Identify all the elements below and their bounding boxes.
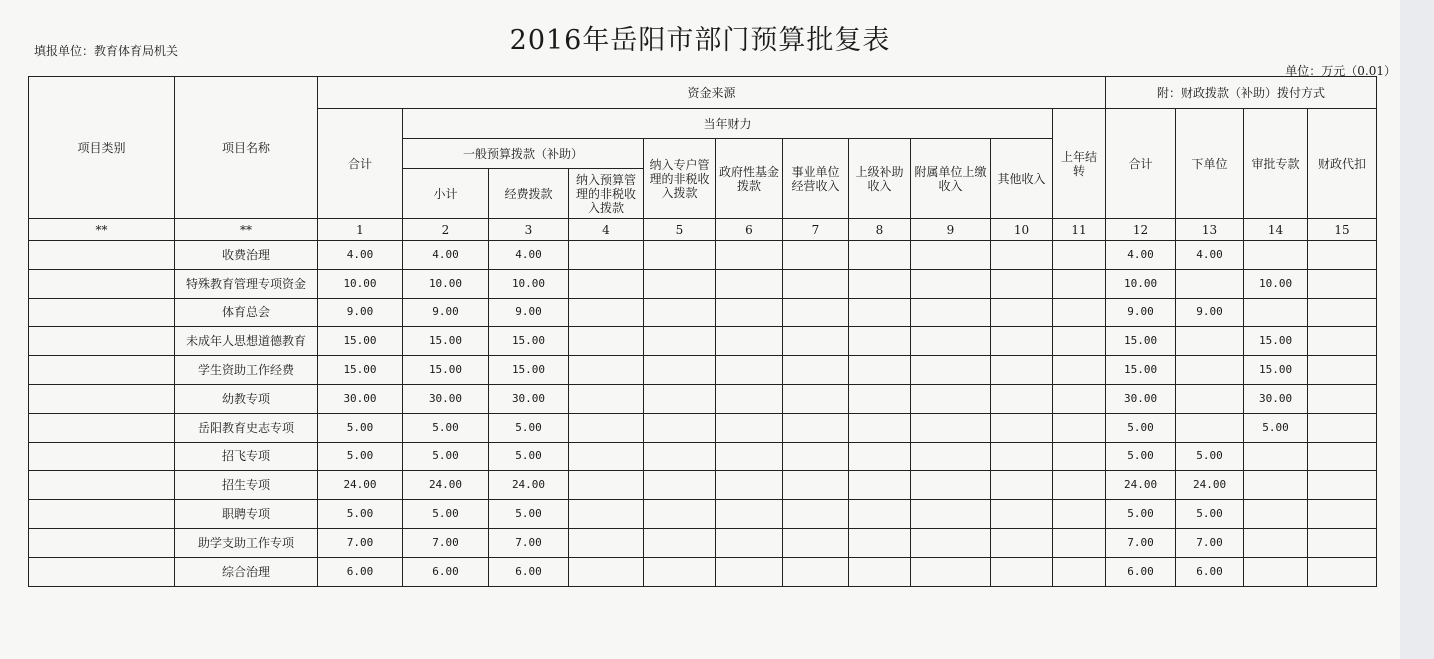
index-cell: **	[175, 219, 318, 241]
empty-cell	[716, 500, 783, 529]
empty-cell	[1053, 500, 1106, 529]
header-total: 合计	[318, 109, 403, 219]
header-subtotal: 小计	[403, 169, 489, 219]
index-cell: 11	[1053, 219, 1106, 241]
appendix-total-cell: 15.00	[1106, 356, 1176, 385]
lower-unit-cell: 6.00	[1176, 557, 1244, 586]
empty-cell	[1053, 471, 1106, 500]
funding-cell: 5.00	[489, 442, 569, 471]
empty-cell	[849, 557, 911, 586]
subtotal-cell: 6.00	[403, 557, 489, 586]
lower-unit-cell: 24.00	[1176, 471, 1244, 500]
total-cell: 15.00	[318, 327, 403, 356]
empty-cell	[644, 241, 716, 270]
total-cell: 5.00	[318, 442, 403, 471]
total-cell: 15.00	[318, 356, 403, 385]
empty-cell	[783, 471, 849, 500]
empty-cell	[783, 327, 849, 356]
appendix-total-cell: 7.00	[1106, 528, 1176, 557]
empty-cell	[991, 471, 1053, 500]
empty-cell	[911, 557, 991, 586]
empty-cell	[569, 471, 644, 500]
deduction-cell	[1308, 557, 1377, 586]
subtotal-cell: 5.00	[403, 413, 489, 442]
appendix-total-cell: 24.00	[1106, 471, 1176, 500]
table-row	[29, 241, 1377, 270]
subtotal-cell: 10.00	[403, 269, 489, 298]
project-name-cell: 特殊教育管理专项资金	[175, 269, 318, 298]
project-name-cell: 招飞专项	[175, 442, 318, 471]
empty-cell	[644, 413, 716, 442]
lower-unit-cell	[1176, 356, 1244, 385]
subtotal-cell: 15.00	[403, 356, 489, 385]
budget-table	[28, 76, 1377, 587]
empty-cell	[783, 356, 849, 385]
lower-unit-cell: 7.00	[1176, 528, 1244, 557]
empty-cell	[991, 528, 1053, 557]
header-name: 项目名称	[175, 77, 318, 219]
funding-cell: 15.00	[489, 327, 569, 356]
index-cell: 10	[991, 219, 1053, 241]
category-cell	[29, 384, 175, 413]
project-name-cell: 招生专项	[175, 471, 318, 500]
lower-unit-cell	[1176, 327, 1244, 356]
header-general-budget: 一般预算拨款（补助）	[403, 139, 644, 169]
index-cell: 14	[1244, 219, 1308, 241]
header-category: 项目类别	[29, 77, 175, 219]
table-row	[29, 528, 1377, 557]
appendix-total-cell: 10.00	[1106, 269, 1176, 298]
category-cell	[29, 327, 175, 356]
lower-unit-cell: 9.00	[1176, 298, 1244, 327]
appendix-total-cell: 6.00	[1106, 557, 1176, 586]
subtotal-cell: 4.00	[403, 241, 489, 270]
index-cell: 5	[644, 219, 716, 241]
header-funding: 经费拨款	[489, 169, 569, 219]
table-row	[29, 298, 1377, 327]
empty-cell	[991, 356, 1053, 385]
appendix-total-cell: 5.00	[1106, 413, 1176, 442]
funding-cell: 30.00	[489, 384, 569, 413]
empty-cell	[849, 356, 911, 385]
deduction-cell	[1308, 413, 1377, 442]
header-other: 其他收入	[991, 139, 1053, 219]
empty-cell	[569, 241, 644, 270]
data-rows	[29, 241, 1377, 587]
table-row	[29, 269, 1377, 298]
table-row	[29, 413, 1377, 442]
empty-cell	[783, 384, 849, 413]
header-higher-subsidy: 上级补助收入	[849, 139, 911, 219]
empty-cell	[911, 269, 991, 298]
header-business-income: 事业单位经营收入	[783, 139, 849, 219]
empty-cell	[1053, 269, 1106, 298]
empty-cell	[991, 327, 1053, 356]
total-cell: 30.00	[318, 384, 403, 413]
deduction-cell	[1308, 500, 1377, 529]
funding-cell: 15.00	[489, 356, 569, 385]
lower-unit-cell: 5.00	[1176, 442, 1244, 471]
subtotal-cell: 9.00	[403, 298, 489, 327]
empty-cell	[783, 557, 849, 586]
empty-cell	[849, 528, 911, 557]
empty-cell	[991, 384, 1053, 413]
total-cell: 5.00	[318, 413, 403, 442]
funding-cell: 9.00	[489, 298, 569, 327]
special-fund-cell	[1244, 442, 1308, 471]
index-cell: 6	[716, 219, 783, 241]
total-cell: 9.00	[318, 298, 403, 327]
empty-cell	[716, 356, 783, 385]
deduction-cell	[1308, 442, 1377, 471]
empty-cell	[849, 442, 911, 471]
empty-cell	[644, 356, 716, 385]
empty-cell	[911, 500, 991, 529]
empty-cell	[911, 471, 991, 500]
empty-cell	[1053, 413, 1106, 442]
special-fund-cell	[1244, 500, 1308, 529]
subtotal-cell: 24.00	[403, 471, 489, 500]
special-fund-cell: 10.00	[1244, 269, 1308, 298]
category-cell	[29, 442, 175, 471]
reporting-unit: 填报单位：教育体育局机关	[34, 44, 179, 58]
project-name-cell: 学生资助工作经费	[175, 356, 318, 385]
empty-cell	[783, 241, 849, 270]
category-cell	[29, 528, 175, 557]
empty-cell	[569, 298, 644, 327]
table-row	[29, 327, 1377, 356]
index-cell: 13	[1176, 219, 1244, 241]
empty-cell	[569, 557, 644, 586]
subtotal-cell: 30.00	[403, 384, 489, 413]
empty-cell	[644, 471, 716, 500]
empty-cell	[991, 241, 1053, 270]
empty-cell	[644, 500, 716, 529]
empty-cell	[911, 413, 991, 442]
empty-cell	[1053, 241, 1106, 270]
empty-cell	[911, 356, 991, 385]
empty-cell	[911, 528, 991, 557]
funding-cell: 4.00	[489, 241, 569, 270]
empty-cell	[716, 327, 783, 356]
index-cell: 12	[1106, 219, 1176, 241]
header-carryover: 上年结转	[1053, 109, 1106, 219]
category-cell	[29, 269, 175, 298]
empty-cell	[569, 356, 644, 385]
empty-cell	[991, 298, 1053, 327]
index-cell: 1	[318, 219, 403, 241]
empty-cell	[1053, 327, 1106, 356]
index-row	[29, 219, 1377, 241]
empty-cell	[1053, 528, 1106, 557]
empty-cell	[1053, 298, 1106, 327]
empty-cell	[849, 500, 911, 529]
index-cell: 9	[911, 219, 991, 241]
special-fund-cell: 5.00	[1244, 413, 1308, 442]
lower-unit-cell: 4.00	[1176, 241, 1244, 270]
total-cell: 4.00	[318, 241, 403, 270]
header-special-nontax: 纳入专户管理的非税收入拨款	[644, 139, 716, 219]
empty-cell	[1053, 384, 1106, 413]
total-cell: 7.00	[318, 528, 403, 557]
empty-cell	[849, 327, 911, 356]
lower-unit-cell	[1176, 384, 1244, 413]
project-name-cell: 职聘专项	[175, 500, 318, 529]
empty-cell	[783, 528, 849, 557]
empty-cell	[716, 442, 783, 471]
header-appendix: 附：财政拨款（补助）拨付方式	[1106, 77, 1377, 109]
empty-cell	[911, 327, 991, 356]
deduction-cell	[1308, 384, 1377, 413]
category-cell	[29, 241, 175, 270]
index-cell: 15	[1308, 219, 1377, 241]
empty-cell	[911, 384, 991, 413]
appendix-total-cell: 5.00	[1106, 442, 1176, 471]
empty-cell	[783, 298, 849, 327]
appendix-total-cell: 4.00	[1106, 241, 1176, 270]
special-fund-cell	[1244, 298, 1308, 327]
empty-cell	[849, 413, 911, 442]
lower-unit-cell	[1176, 269, 1244, 298]
empty-cell	[991, 442, 1053, 471]
empty-cell	[569, 528, 644, 557]
empty-cell	[716, 241, 783, 270]
header-appendix-total: 合计	[1106, 109, 1176, 219]
empty-cell	[569, 327, 644, 356]
special-fund-cell	[1244, 241, 1308, 270]
project-name-cell: 幼教专项	[175, 384, 318, 413]
empty-cell	[644, 557, 716, 586]
category-cell	[29, 298, 175, 327]
header-gov-fund: 政府性基金拨款	[716, 139, 783, 219]
special-fund-cell: 15.00	[1244, 356, 1308, 385]
empty-cell	[1053, 442, 1106, 471]
special-fund-cell	[1244, 528, 1308, 557]
empty-cell	[991, 269, 1053, 298]
empty-cell	[716, 471, 783, 500]
header-lower-unit: 下单位	[1176, 109, 1244, 219]
empty-cell	[569, 442, 644, 471]
empty-cell	[1053, 557, 1106, 586]
empty-cell	[716, 384, 783, 413]
appendix-total-cell: 5.00	[1106, 500, 1176, 529]
empty-cell	[644, 327, 716, 356]
subtotal-cell: 7.00	[403, 528, 489, 557]
table-row	[29, 500, 1377, 529]
empty-cell	[991, 500, 1053, 529]
empty-cell	[644, 442, 716, 471]
table-row	[29, 442, 1377, 471]
appendix-total-cell: 30.00	[1106, 384, 1176, 413]
category-cell	[29, 356, 175, 385]
project-name-cell: 未成年人思想道德教育	[175, 327, 318, 356]
subtotal-cell: 15.00	[403, 327, 489, 356]
total-cell: 24.00	[318, 471, 403, 500]
empty-cell	[716, 528, 783, 557]
page-title: 2016年岳阳市部门预算批复表	[509, 25, 891, 56]
header-deduction: 财政代扣	[1308, 109, 1377, 219]
header-special-fund: 审批专款	[1244, 109, 1308, 219]
total-cell: 5.00	[318, 500, 403, 529]
empty-cell	[569, 413, 644, 442]
empty-cell	[716, 557, 783, 586]
empty-cell	[716, 298, 783, 327]
index-cell: 3	[489, 219, 569, 241]
deduction-cell	[1308, 471, 1377, 500]
empty-cell	[911, 298, 991, 327]
table-row	[29, 384, 1377, 413]
special-fund-cell	[1244, 471, 1308, 500]
category-cell	[29, 557, 175, 586]
empty-cell	[644, 269, 716, 298]
header-budget-nontax: 纳入预算管理的非税收入拨款	[569, 169, 644, 219]
project-name-cell: 综合治理	[175, 557, 318, 586]
deduction-cell	[1308, 241, 1377, 270]
funding-cell: 7.00	[489, 528, 569, 557]
special-fund-cell: 15.00	[1244, 327, 1308, 356]
deduction-cell	[1308, 528, 1377, 557]
empty-cell	[783, 500, 849, 529]
subtotal-cell: 5.00	[403, 442, 489, 471]
empty-cell	[911, 442, 991, 471]
empty-cell	[716, 413, 783, 442]
empty-cell	[644, 384, 716, 413]
empty-cell	[849, 298, 911, 327]
viewer-margin	[1400, 0, 1434, 659]
special-fund-cell: 30.00	[1244, 384, 1308, 413]
category-cell	[29, 471, 175, 500]
empty-cell	[849, 241, 911, 270]
unit-label: 单位：万元（0.01）	[1285, 64, 1396, 78]
empty-cell	[783, 442, 849, 471]
project-name-cell: 岳阳教育史志专项	[175, 413, 318, 442]
empty-cell	[783, 269, 849, 298]
deduction-cell	[1308, 269, 1377, 298]
empty-cell	[849, 384, 911, 413]
project-name-cell: 助学支助工作专项	[175, 528, 318, 557]
funding-cell: 10.00	[489, 269, 569, 298]
header-source: 资金来源	[318, 77, 1106, 109]
total-cell: 6.00	[318, 557, 403, 586]
empty-cell	[569, 384, 644, 413]
subtotal-cell: 5.00	[403, 500, 489, 529]
category-cell	[29, 413, 175, 442]
empty-cell	[991, 557, 1053, 586]
funding-cell: 24.00	[489, 471, 569, 500]
index-cell: 7	[783, 219, 849, 241]
empty-cell	[911, 241, 991, 270]
empty-cell	[849, 269, 911, 298]
appendix-total-cell: 15.00	[1106, 327, 1176, 356]
index-cell: 2	[403, 219, 489, 241]
lower-unit-cell	[1176, 413, 1244, 442]
table-row	[29, 471, 1377, 500]
lower-unit-cell: 5.00	[1176, 500, 1244, 529]
header-affiliated: 附属单位上缴收入	[911, 139, 991, 219]
total-cell: 10.00	[318, 269, 403, 298]
index-cell: 8	[849, 219, 911, 241]
appendix-total-cell: 9.00	[1106, 298, 1176, 327]
empty-cell	[1053, 356, 1106, 385]
deduction-cell	[1308, 327, 1377, 356]
index-cell: **	[29, 219, 175, 241]
empty-cell	[783, 413, 849, 442]
deduction-cell	[1308, 298, 1377, 327]
funding-cell: 5.00	[489, 500, 569, 529]
empty-cell	[569, 269, 644, 298]
funding-cell: 6.00	[489, 557, 569, 586]
table-row	[29, 356, 1377, 385]
funding-cell: 5.00	[489, 413, 569, 442]
table-row	[29, 557, 1377, 586]
header-current: 当年财力	[403, 109, 1053, 139]
empty-cell	[849, 471, 911, 500]
project-name-cell: 收费治理	[175, 241, 318, 270]
category-cell	[29, 500, 175, 529]
empty-cell	[644, 528, 716, 557]
empty-cell	[716, 269, 783, 298]
deduction-cell	[1308, 356, 1377, 385]
project-name-cell: 体育总会	[175, 298, 318, 327]
special-fund-cell	[1244, 557, 1308, 586]
empty-cell	[569, 500, 644, 529]
empty-cell	[644, 298, 716, 327]
empty-cell	[991, 413, 1053, 442]
index-cell: 4	[569, 219, 644, 241]
